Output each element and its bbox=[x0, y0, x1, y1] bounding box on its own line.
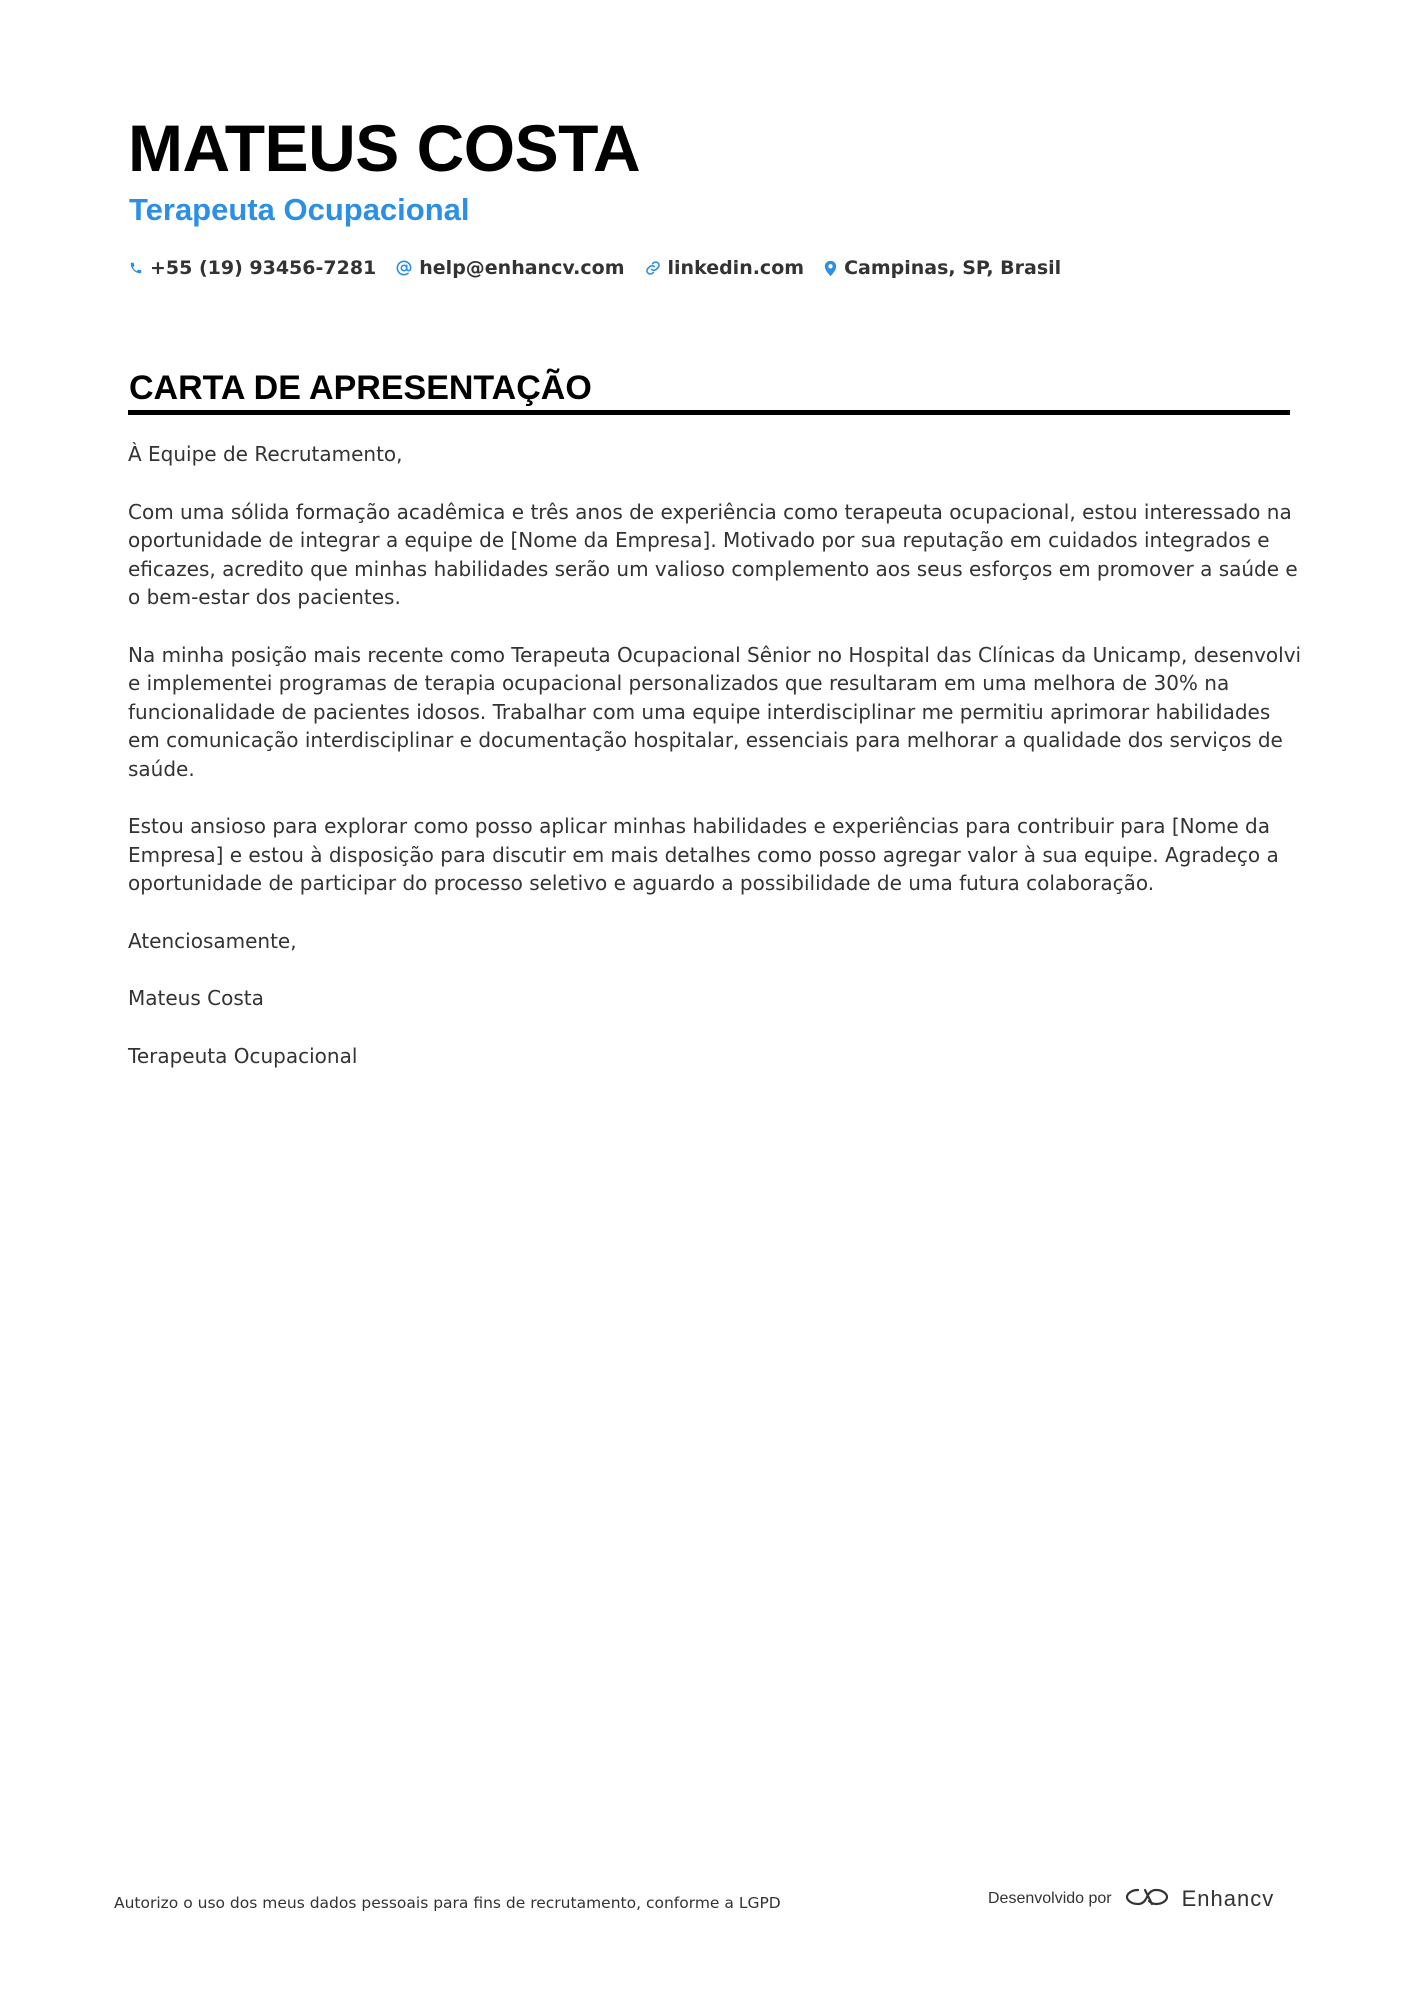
powered-by-label: Desenvolvido por bbox=[988, 1890, 1112, 1907]
section-divider bbox=[128, 410, 1290, 415]
contact-bar bbox=[129, 253, 1061, 283]
letter-body bbox=[128, 440, 1303, 1099]
contact-email-text: help@enhancv.com bbox=[419, 257, 625, 279]
link-icon bbox=[645, 260, 661, 276]
letter-paragraph: Estou ansioso para explorar como posso aplicar minhas habilidades e experiências para contribuir para [Nome da Empresa] e estou à disposição para discutir em mais detalhes como posso agregar valor à sua equipe. Agradeço a oportunidade de participar do processo seletivo e aguardo a possibilidade de uma futura colaboração. bbox=[128, 814, 1279, 895]
section-title: CARTA DE APRESENTAÇÃO bbox=[129, 369, 592, 407]
candidate-name: MATEUS COSTA bbox=[128, 111, 641, 185]
letter-paragraph: Com uma sólida formação acadêmica e três anos de experiência como terapeuta ocupacional, estou interessado na oportunidade de integrar a equipe de [Nome da Empresa]. Motivado por sua reputação em cuidados integrados e eficazes, acredito que minhas habilidades serão um valioso complemento aos seus esforços em promover a saúde e o bem-estar dos pacientes. bbox=[128, 499, 1298, 609]
contact-linkedin[interactable] bbox=[645, 257, 805, 279]
consent-note: Autorizo o uso dos meus dados pessoais para fins de recrutamento, conforme a LGPD bbox=[114, 1894, 781, 1912]
contact-location-text: Campinas, SP, Brasil bbox=[844, 257, 1062, 279]
phone-icon bbox=[129, 260, 143, 276]
letter-paragraph: Na minha posição mais recente como Terapeuta Ocupacional Sênior no Hospital das Clínicas da Unicamp, desenvolvi e implementei programas de terapia ocupacional personalizados que resultaram em uma melhora de 30% na funcionalidade de pacientes idosos. Trabalhar com uma equipe interdisciplinar me permitiu aprimorar habilidades em comunicação interdisciplinar e documentação hospitalar, essenciais para melhorar a qualidade dos serviços de saúde. bbox=[128, 642, 1302, 781]
contact-email[interactable] bbox=[396, 257, 624, 279]
location-pin-icon bbox=[824, 260, 837, 277]
enhancv-logo-icon bbox=[1124, 1885, 1170, 1913]
contact-phone bbox=[129, 257, 376, 279]
brand-name: Enhancv bbox=[1181, 1886, 1275, 1911]
letter-closing: Atenciosamente, bbox=[128, 928, 297, 953]
contact-linkedin-text: linkedin.com bbox=[667, 257, 805, 279]
at-sign-icon bbox=[396, 260, 412, 276]
contact-phone-text: +55 (19) 93456-7281 bbox=[150, 257, 377, 279]
signature-name: Mateus Costa bbox=[128, 986, 264, 1010]
signature-title: Terapeuta Ocupacional bbox=[128, 1043, 358, 1068]
candidate-title: Terapeuta Ocupacional bbox=[129, 192, 470, 227]
letter-greeting: À Equipe de Recrutamento, bbox=[128, 442, 403, 466]
brand-logo bbox=[1124, 1885, 1275, 1913]
powered-by[interactable] bbox=[988, 1881, 1274, 1917]
contact-location bbox=[824, 257, 1061, 279]
